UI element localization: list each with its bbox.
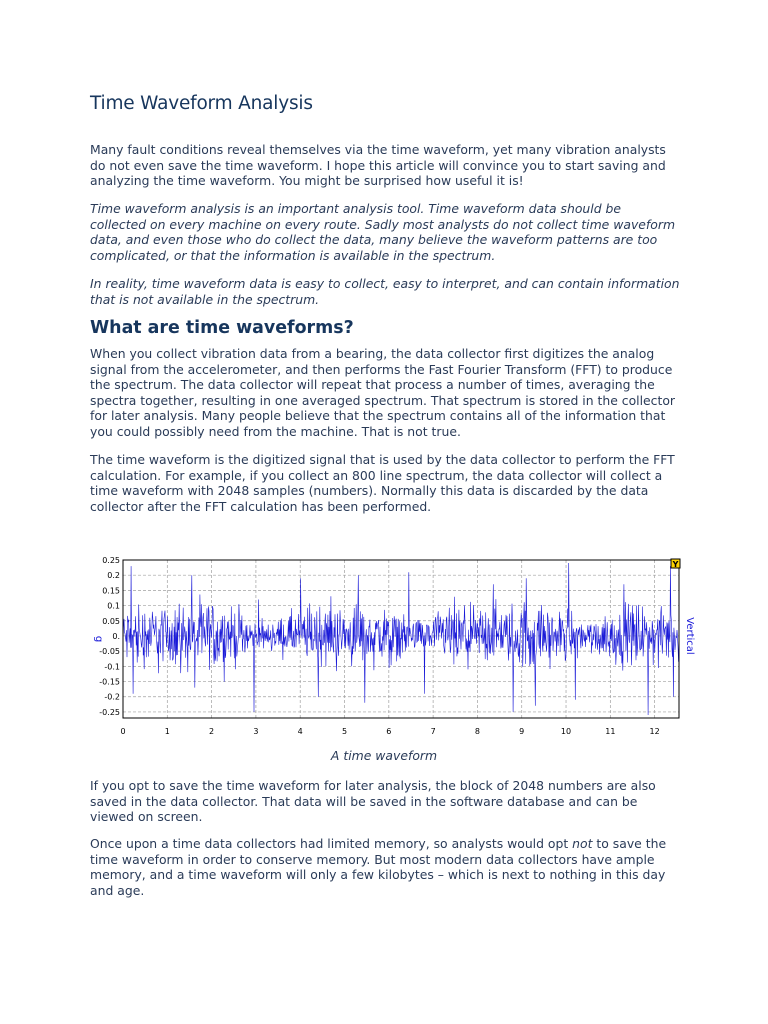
y-tick-label: -0.25 <box>99 707 120 717</box>
paragraph-text-end: to save the time waveform in order to conserve memory. But most modern data collectors have ample memory, and a time waveform will only a few kilobytes – which is next to nothing in this day and age. <box>90 836 667 898</box>
chart-caption: A time waveform <box>330 748 438 763</box>
right-axis-label: Vertical <box>684 617 695 655</box>
y-tick-label: -0.1 <box>104 662 120 672</box>
y-tick-label: 0.2 <box>107 571 120 581</box>
section-paragraph-1: When you collect vibration data from a bearing, the data collector first digitizes the analog signal from the accelerometer, and then performs the Fast Fourier Transform (FFT) to produce the spectrum. The data collector will repeat that process a number of times, averaging the spectra together, resulting in one averaged spectrum. That spectrum is stored in the collector for later analysis. Many people believe that the spectrum contains all of the information that you could possibly need from the machine. That is not true. <box>90 346 676 439</box>
x-tick-label: 8 <box>474 727 480 736</box>
y-tick-label: 0.25 <box>102 556 120 565</box>
emphasis-not: not <box>572 836 593 851</box>
y-tick-label: 0.15 <box>102 586 120 596</box>
y-tick-label: 0.05 <box>102 616 120 626</box>
x-tick-label: 12 <box>649 727 660 736</box>
y-axis-label: g <box>93 635 104 643</box>
y-tick-label: -0.2 <box>104 692 120 702</box>
y-tick-label: -0.15 <box>99 677 120 687</box>
intro-paragraph-1: Many fault conditions reveal themselves via the time waveform, yet many vibration analysts do not even save the time waveform. I hope this article will convince you to start saving and analyzing the time waveform. You might be surprised how useful it is! <box>90 142 666 189</box>
x-tick-label: 11 <box>605 727 616 736</box>
x-tick-label: 3 <box>253 727 259 736</box>
cursor-marker-label[interactable]: Y <box>672 560 679 569</box>
y-tick-label: -0.05 <box>99 647 120 657</box>
x-tick-label: 9 <box>519 727 525 736</box>
x-tick-label: 4 <box>297 727 303 736</box>
paragraph-text-start: Once upon a time data collectors had limited memory, so analysts would opt <box>90 836 573 851</box>
waveform-chart-svg <box>85 551 697 743</box>
page-title: Time Waveform Analysis <box>90 93 313 114</box>
section-paragraph-3: If you opt to save the time waveform for later analysis, the block of 2048 numbers are also saved in the data collector. That data will be saved in the software database and can be viewed on screen. <box>90 778 656 825</box>
x-tick-label: 10 <box>560 727 572 736</box>
section-paragraph-2: The time waveform is the digitized signal that is used by the data collector to perform the FFT calculation. For example, if you collect an 800 line spectrum, the data collector will collect a time waveform with 2048 samples (numbers). Normally this data is discarded by the data collector after the FFT calculation has been performed. <box>90 452 675 514</box>
intro-paragraph-3: In reality, time waveform data is easy to collect, easy to interpret, and can contain information that is not available in the spectrum. <box>90 276 680 307</box>
section-heading: What are time waveforms? <box>90 318 354 338</box>
section-paragraph-4 <box>90 836 680 898</box>
x-tick-label: 5 <box>341 727 348 736</box>
x-tick-label: 1 <box>164 727 170 736</box>
y-tick-label: 0. <box>112 631 120 641</box>
waveform-chart <box>85 551 697 743</box>
x-tick-label: 7 <box>430 727 436 736</box>
intro-paragraph-2: Time waveform analysis is an important analysis tool. Time waveform data should be collected on every machine on every route. Sadly most analysts do not collect time waveform data, and even those who do collect the data, many believe the waveform patterns are too complicated, or that the information is available in the spectrum. <box>90 201 676 263</box>
x-tick-label: 6 <box>386 727 392 736</box>
y-tick-label: 0.1 <box>107 601 120 611</box>
x-tick-label: 0 <box>120 727 126 736</box>
x-tick-label: 2 <box>209 727 215 736</box>
